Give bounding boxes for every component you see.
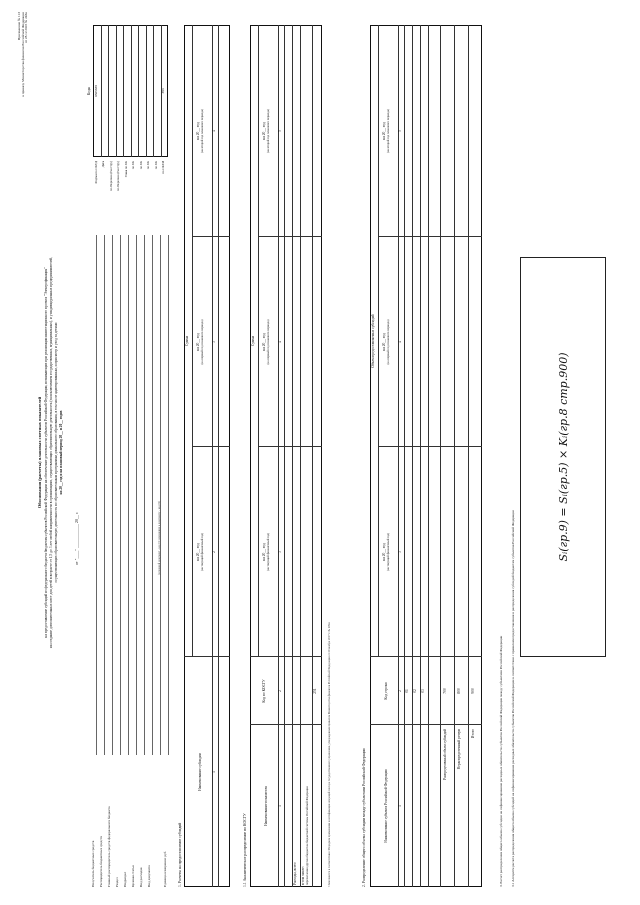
header-field-line xyxy=(120,235,121,755)
title-line-2: на предоставление субсидий из федерального бюджета бюджетам субъектов Российской Федерации на обеспечение деятельности субъектов Российской Федерации, возникающих при реализации инвестиционного проекта "Электрофикация" xyxy=(44,267,48,638)
s2-year1: на 20__ год (на текущий финансовый год) xyxy=(382,532,390,572)
codes-row-label: Глава по БК xyxy=(123,161,128,178)
s1-num-4: 4 xyxy=(212,130,216,132)
s2-row-total-code: 900 xyxy=(471,688,475,694)
header-field-line xyxy=(128,235,129,755)
codes-row-value: 0505638 xyxy=(93,85,98,97)
s11-year3: на 20__ год (на второй год планового периода) xyxy=(262,108,270,154)
s2-num-5: 5 xyxy=(398,130,402,132)
s1-num-2: 2 xyxy=(212,551,216,553)
s2-year3: на 20__ год (на второй год планового периода) xyxy=(382,108,390,154)
s11-num-4: 4 xyxy=(278,341,282,343)
section11-title: 1.1 Аналитическое распределение по КОСГУ xyxy=(243,813,247,887)
s2-row-reserve-code: 800 xyxy=(457,688,461,694)
s11-year2: на 20__ год (на первый год планового периода) xyxy=(262,319,270,365)
codes-row-divider xyxy=(108,25,109,157)
header-field-label: Целевая статья xyxy=(131,865,135,887)
s2-col-sum: Объем предоставляемых субсидий xyxy=(371,314,375,368)
header-field-line xyxy=(152,235,153,755)
header-field-line xyxy=(136,235,137,755)
codes-row-label: по БК xyxy=(138,161,143,170)
s11-col-name: Наименование показателя xyxy=(264,786,268,826)
header-field-label: Подраздел xyxy=(123,871,127,887)
s1-year2: на 20__ год (на первый год планового периода) xyxy=(196,319,204,365)
header-field-label: Единица измерения: руб xyxy=(163,851,167,887)
s2-row-total: Итого xyxy=(471,729,475,739)
section3-title: 3. Расчет распределения общего объема субсидии на софинансирование расходных обязательств субъектов Российской Федерации между субъектами Российской Федерации xyxy=(499,635,503,887)
s1-col-sum: Сумма xyxy=(185,335,189,347)
header-field-line xyxy=(96,235,97,755)
s2-col-name: Наименование субъекта Российской Федерации xyxy=(384,769,388,843)
s11-num-5: 5 xyxy=(278,130,282,132)
header-field-label: Раздел xyxy=(115,877,119,887)
title-line-3: на создание дополнительных мест для детей в возрасте от 1,5 до 3 лет любой направленности в организациях, осуществляющих образовательную деятельность (за исключением государственных, муниципальных), и у индивидуальных предпринимателей, xyxy=(49,256,53,649)
codes-row-label: по ОКЕИ xyxy=(161,161,165,174)
s1-num-3: 3 xyxy=(212,341,216,343)
s2-row-code-02: 02 xyxy=(413,689,417,693)
s1-year1: на 20__ год (на текущий финансовый год) xyxy=(196,532,204,572)
s11-num-1: 1 xyxy=(278,805,282,807)
codes-row-label: по БК xyxy=(153,161,158,170)
header-field-label: Распорядитель бюджетных средств xyxy=(99,836,103,887)
s11-row-incl: в том числе: xyxy=(301,866,305,885)
s2-row-distributed-code: 700 xyxy=(443,688,447,694)
s11-row-transfers: перечисления другим бюджетам бюджетной системы Российской Федерации xyxy=(305,786,309,885)
s2-row-distributed: Распределенный объем субсидий xyxy=(443,729,447,780)
header-field-label: Главный распорядитель средств федерального бюджета xyxy=(107,806,111,887)
s1-year3: на 20__ год (на второй год планового периода) xyxy=(196,108,204,154)
s2-row-reserve: Нераспределенный резерв xyxy=(457,729,461,770)
codes-row-label: Дата xyxy=(101,161,105,168)
s2-year2: на 20__ год (на первый год планового периода) xyxy=(382,319,390,365)
section3-subtitle: 3.1 Алгоритм расчета распределения общего объема субсидий на софинансирование расходных обязательств субъектов Российской Федерации в соответствии с правилами предоставления и распределения субсидий бюджетам субъектов Российской Федерации xyxy=(511,510,515,887)
codes-row-label: Форма по ОКУД xyxy=(93,161,98,184)
s2-num-2: 2 xyxy=(398,690,402,692)
s11-num-2: 2 xyxy=(278,690,282,692)
s11-col-sum: Сумма xyxy=(251,335,255,347)
codes-row-divider xyxy=(123,25,124,157)
document-type-note: (основной документ - код 01; изменения к документу - код 02) xyxy=(158,500,161,575)
s11-col-code: Код по КОСГУ xyxy=(262,679,266,703)
header-field-line xyxy=(144,235,145,755)
codes-row-label: по Перечню (Реестру) xyxy=(108,161,113,191)
codes-row-label: по БК xyxy=(146,161,150,170)
codes-row-divider xyxy=(138,25,139,157)
s2-num-4: 4 xyxy=(398,341,402,343)
header-field-label: Вид документа xyxy=(147,865,151,887)
document-title: Обоснования (расчеты) плановых сметных показателей xyxy=(37,396,42,509)
s1-num-1: 1 xyxy=(212,771,216,773)
section2-title: 2. Распределение общего объема субсидии между субъектами Российской Федерации xyxy=(362,748,366,887)
s2-row-code-03: 03 xyxy=(421,689,425,693)
document-date: от "____" ____________ 20__ г. xyxy=(74,511,79,565)
formula-text: Sᵢ(гр.9) = Sᵢ(гр.5) × Kᵢ(гр.8 стр.900) xyxy=(556,352,570,562)
s2-num-3: 3 xyxy=(398,551,402,553)
s11-num-3: 3 xyxy=(278,551,282,553)
codes-row-value: 383 xyxy=(161,88,165,94)
formula-box xyxy=(520,257,606,657)
codes-header: Коды xyxy=(87,86,91,96)
header-field-line xyxy=(104,235,105,755)
codes-row-divider xyxy=(153,25,154,157)
section1-title: 1. Расчеты на предоставление субсидий xyxy=(178,822,182,887)
section1-table xyxy=(184,25,230,887)
header-field-line xyxy=(112,235,113,755)
footnote-kosgu: ¹ Заполняется в соответствии с Порядком применения классификации операций сектора государственного управления, утвержденным приказом Министерства финансов Российской Федерации от 29 ноября 2017 г. № 209н xyxy=(328,622,331,887)
title-line-4: осуществляющих образовательную деятельность по образовательным программам дошкольного образования, в том числе адаптированным, и присмотр и уход за детьми xyxy=(54,322,58,583)
header-field-line xyxy=(168,235,169,755)
s11-row-total: Расходы, всего xyxy=(293,862,297,885)
codes-row-divider xyxy=(131,25,132,157)
codes-row-label: по БК xyxy=(131,161,135,170)
header-field-line xyxy=(160,235,161,755)
codes-row-label: по Перечню (Реестру) xyxy=(116,161,120,191)
codes-row-divider xyxy=(101,25,102,157)
s11-row-transfers-code: 251 xyxy=(313,688,317,694)
s1-col-name: Наименование субсидии xyxy=(198,753,202,791)
header-field-label: Получатель бюджетных средств xyxy=(91,840,95,887)
codes-row-divider xyxy=(146,25,147,157)
title-period: на 20__ год и на плановый период 20__ и 20__ годов xyxy=(59,410,63,495)
codes-row-divider xyxy=(116,25,117,157)
codes-row-divider xyxy=(161,25,162,157)
s2-row-code-01: 01 xyxy=(405,689,409,693)
appendix-note: Приложение № 113 к приказу Министерства финансов Российской Федерации от 28.12.2016 № 243н xyxy=(17,12,29,97)
header-field-label: Вид расходов xyxy=(139,867,143,887)
s2-num-1: 1 xyxy=(398,805,402,807)
s2-col-code: Код строки xyxy=(384,682,388,700)
s11-year1: на 20__ год (на текущий финансовый год) xyxy=(262,532,270,572)
